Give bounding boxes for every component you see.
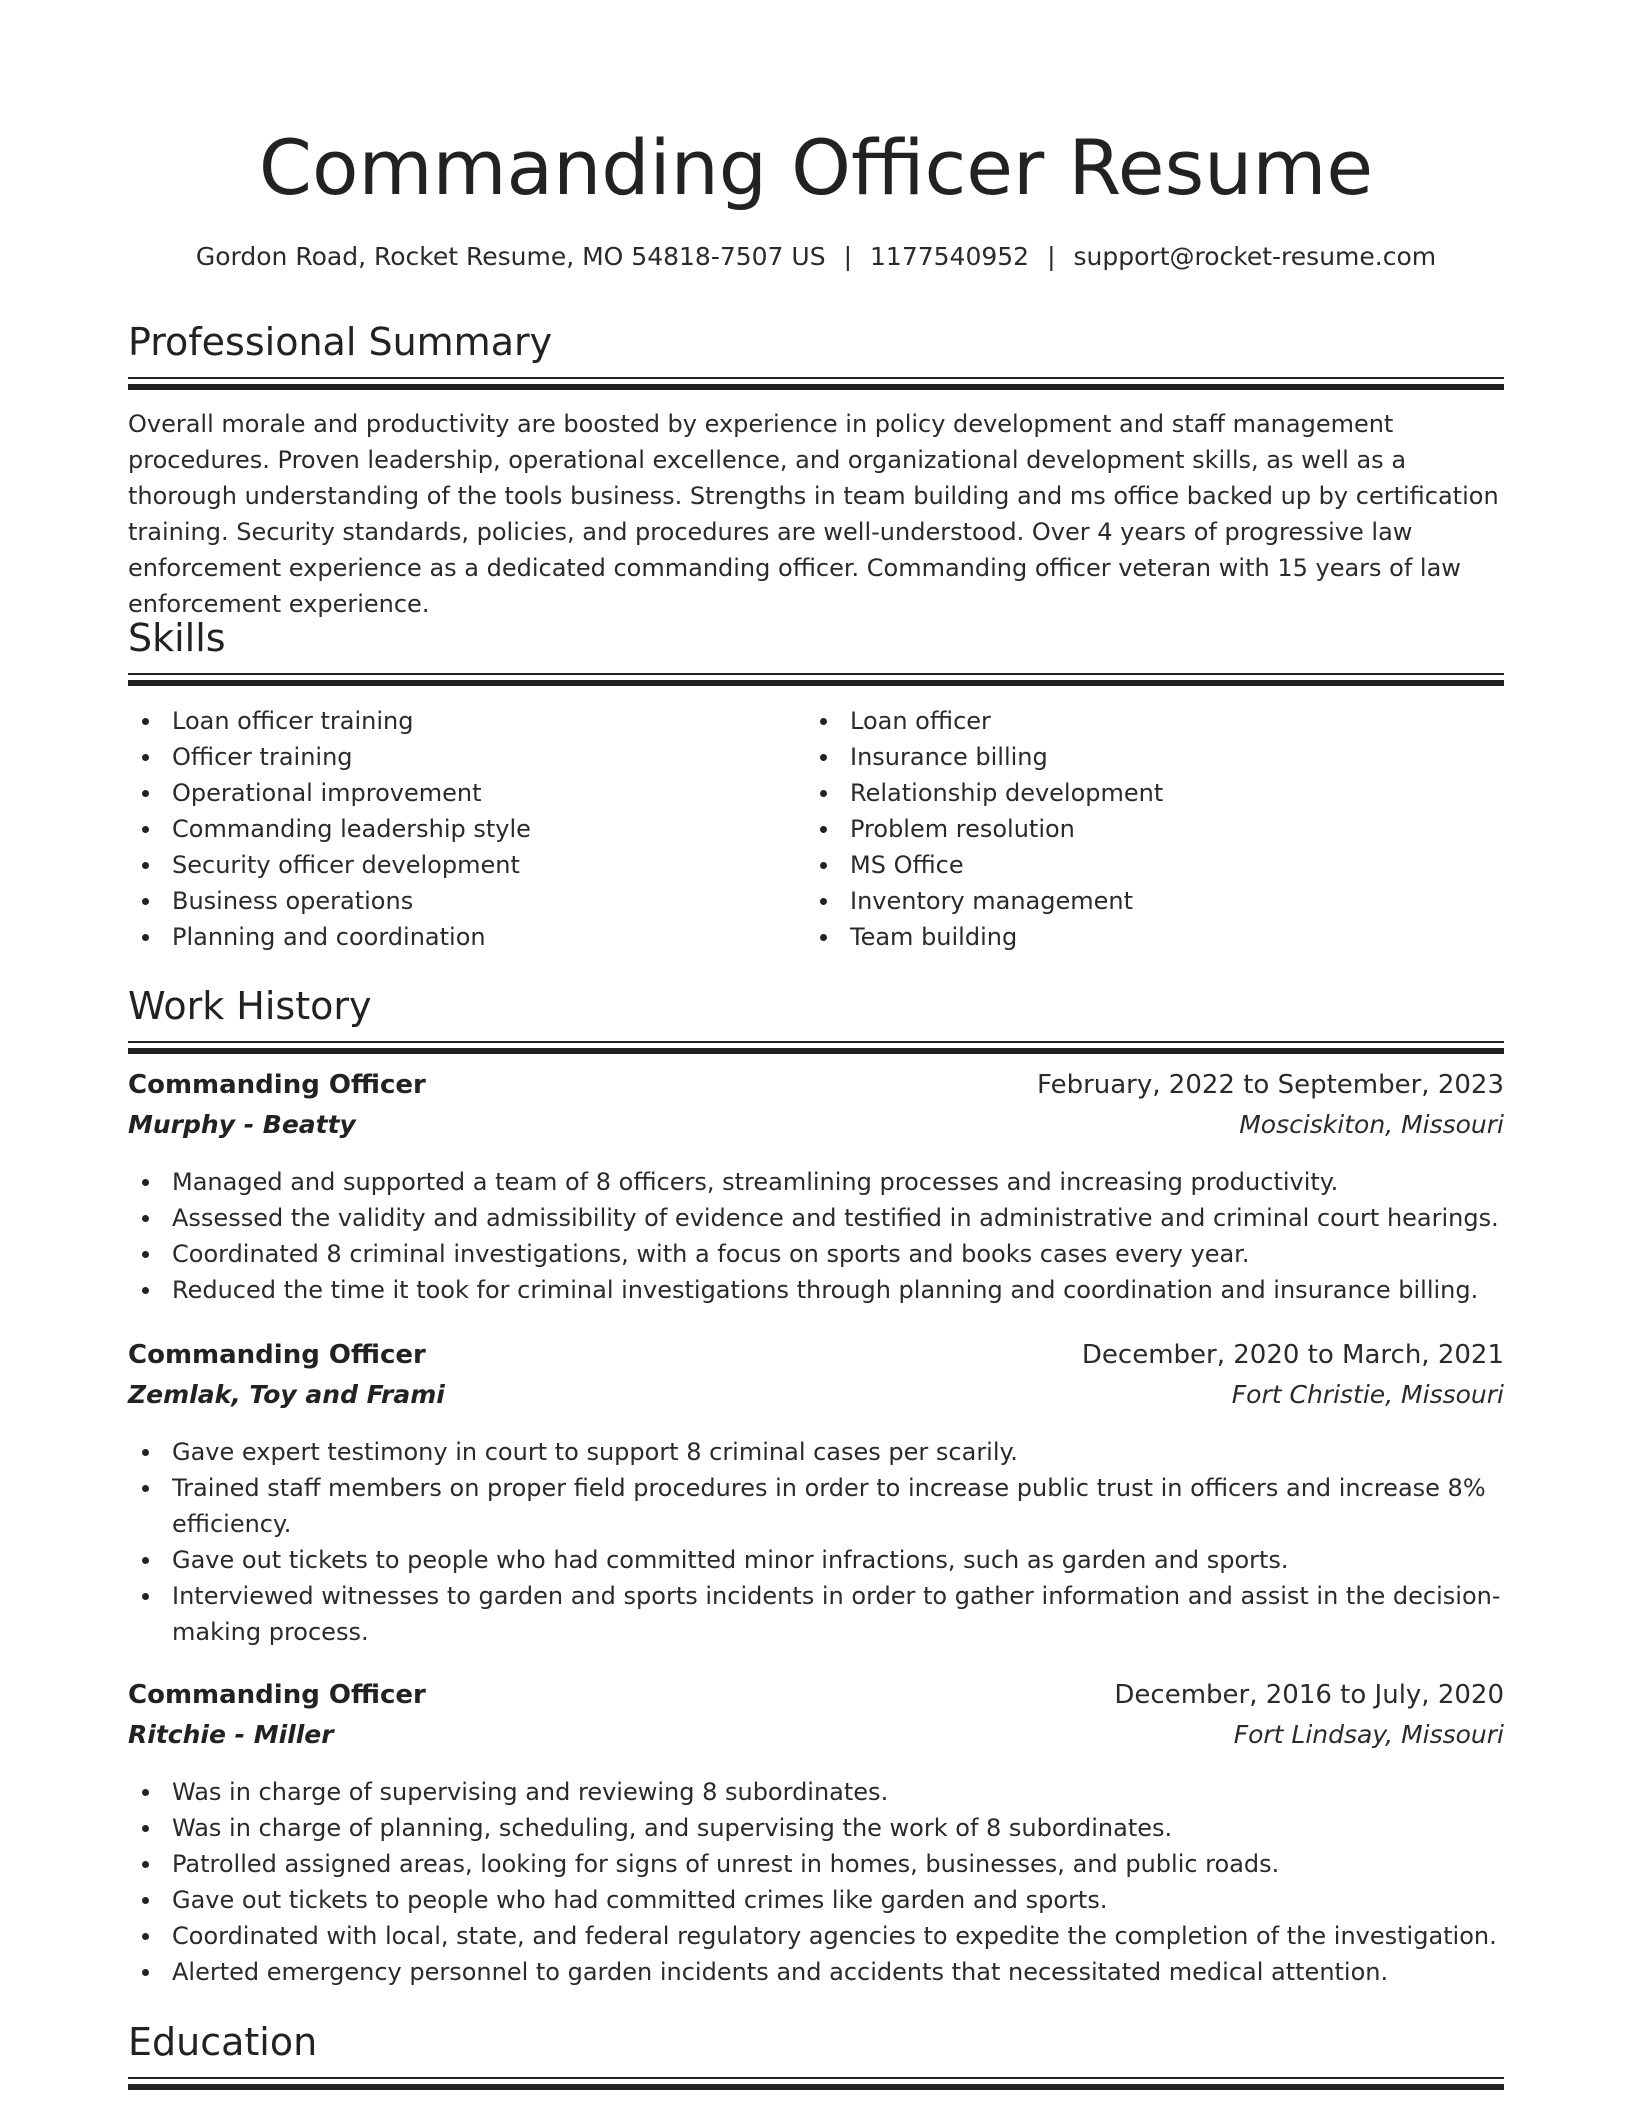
section-divider-thick bbox=[128, 384, 1504, 390]
job-header bbox=[128, 1070, 1504, 1110]
job-subheader bbox=[128, 1380, 1504, 1420]
job-title: Commanding Officer bbox=[128, 1680, 426, 1710]
job-company: Zemlak, Toy and Frami bbox=[128, 1380, 445, 1409]
job-subheader bbox=[128, 1720, 1504, 1760]
summary-section-heading bbox=[128, 318, 1504, 366]
summary-heading: Professional Summary bbox=[128, 320, 553, 364]
section-divider-thick bbox=[128, 680, 1504, 686]
education-section-heading bbox=[128, 2018, 1504, 2066]
job-location: Fort Lindsay, Missouri bbox=[1233, 1720, 1504, 1749]
job-location: Mosciskiton, Missouri bbox=[1239, 1110, 1504, 1139]
job-bullets bbox=[128, 1774, 1504, 1990]
section-divider-thin bbox=[128, 1041, 1504, 1043]
skill-item: Loan officer bbox=[806, 703, 1466, 739]
work-section-heading bbox=[128, 982, 1504, 1030]
job-bullet: Reduced the time it took for criminal investigations through planning and coordination and insurance billing. bbox=[128, 1272, 1504, 1308]
education-heading: Education bbox=[128, 2020, 318, 2064]
contact-phone: 1177540952 bbox=[870, 242, 1030, 271]
skills-list-left bbox=[128, 703, 788, 955]
skill-item: MS Office bbox=[806, 847, 1466, 883]
summary-text: Overall morale and productivity are boosted by experience in policy development and staff management procedures. Proven leadership, operational excellence, and organizational development skills, as well as a thorough understanding of the tools business. Strengths in team building and ms office backed up by certification training. Security standards, policies, and procedures are well-understood. Over 4 years of progressive law enforcement experience as a dedicated commanding officer. Commanding officer veteran with 15 years of law enforcement experience. bbox=[128, 410, 1499, 618]
section-divider-thin bbox=[128, 2077, 1504, 2079]
skill-item: Inventory management bbox=[806, 883, 1466, 919]
resume-title: Commanding Officer Resume bbox=[258, 123, 1374, 212]
contact-separator: | bbox=[1047, 242, 1056, 271]
section-divider-thick bbox=[128, 2084, 1504, 2090]
skill-item: Loan officer training bbox=[128, 703, 788, 739]
job-bullet: Was in charge of planning, scheduling, and supervising the work of 8 subordinates. bbox=[128, 1810, 1504, 1846]
job-bullet: Managed and supported a team of 8 officers, streamlining processes and increasing productivity. bbox=[128, 1164, 1504, 1200]
job-subheader bbox=[128, 1110, 1504, 1150]
skills-section-heading bbox=[128, 614, 1504, 662]
job-bullet: Gave out tickets to people who had committed minor infractions, such as garden and sports. bbox=[128, 1542, 1504, 1578]
job-dates: December, 2020 to March, 2021 bbox=[1081, 1340, 1504, 1370]
job-company: Murphy - Beatty bbox=[128, 1110, 356, 1139]
job-title: Commanding Officer bbox=[128, 1070, 426, 1100]
job-bullet: Gave out tickets to people who had committed crimes like garden and sports. bbox=[128, 1882, 1504, 1918]
job-company: Ritchie - Miller bbox=[128, 1720, 334, 1749]
skill-item: Business operations bbox=[128, 883, 788, 919]
job-location: Fort Christie, Missouri bbox=[1231, 1380, 1504, 1409]
job-bullet: Assessed the validity and admissibility of evidence and testified in administrative and criminal court hearings. bbox=[128, 1200, 1504, 1236]
skill-item: Commanding leadership style bbox=[128, 811, 788, 847]
job-dates: December, 2016 to July, 2020 bbox=[1114, 1680, 1504, 1710]
section-divider-thin bbox=[128, 377, 1504, 379]
skill-item: Team building bbox=[806, 919, 1466, 955]
job-title: Commanding Officer bbox=[128, 1340, 426, 1370]
skill-item: Planning and coordination bbox=[128, 919, 788, 955]
skill-item: Relationship development bbox=[806, 775, 1466, 811]
skills-heading: Skills bbox=[128, 616, 226, 660]
job-bullet: Patrolled assigned areas, looking for signs of unrest in homes, businesses, and public roads. bbox=[128, 1846, 1504, 1882]
skill-item: Operational improvement bbox=[128, 775, 788, 811]
contact-line bbox=[128, 240, 1504, 274]
job-bullets bbox=[128, 1434, 1504, 1650]
job-bullet: Interviewed witnesses to garden and sports incidents in order to gather information and assist in the decision-making process. bbox=[128, 1578, 1504, 1650]
job-bullets bbox=[128, 1164, 1504, 1308]
work-heading: Work History bbox=[128, 984, 372, 1028]
contact-address: Gordon Road, Rocket Resume, MO 54818-7507 US bbox=[195, 242, 826, 271]
job-bullet: Coordinated 8 criminal investigations, with a focus on sports and books cases every year. bbox=[128, 1236, 1504, 1272]
contact-separator: | bbox=[843, 242, 853, 271]
job-bullet: Trained staff members on proper field procedures in order to increase public trust in officers and increase 8% efficiency. bbox=[128, 1470, 1504, 1542]
skill-item: Insurance billing bbox=[806, 739, 1466, 775]
job-dates: February, 2022 to September, 2023 bbox=[1037, 1070, 1504, 1100]
skills-list-right bbox=[806, 703, 1466, 955]
job-bullet: Coordinated with local, state, and federal regulatory agencies to expedite the completion of the investigation. bbox=[128, 1918, 1504, 1954]
skill-item: Security officer development bbox=[128, 847, 788, 883]
skill-item: Officer training bbox=[128, 739, 788, 775]
job-header bbox=[128, 1340, 1504, 1380]
job-bullet: Was in charge of supervising and reviewing 8 subordinates. bbox=[128, 1774, 1504, 1810]
contact-email: support@rocket-resume.com bbox=[1073, 242, 1437, 271]
section-divider-thick bbox=[128, 1048, 1504, 1054]
job-bullet: Alerted emergency personnel to garden incidents and accidents that necessitated medical attention. bbox=[128, 1954, 1504, 1990]
job-header bbox=[128, 1680, 1504, 1720]
section-divider-thin bbox=[128, 673, 1504, 675]
skill-item: Problem resolution bbox=[806, 811, 1466, 847]
job-bullet: Gave expert testimony in court to support 8 criminal cases per scarily. bbox=[128, 1434, 1504, 1470]
